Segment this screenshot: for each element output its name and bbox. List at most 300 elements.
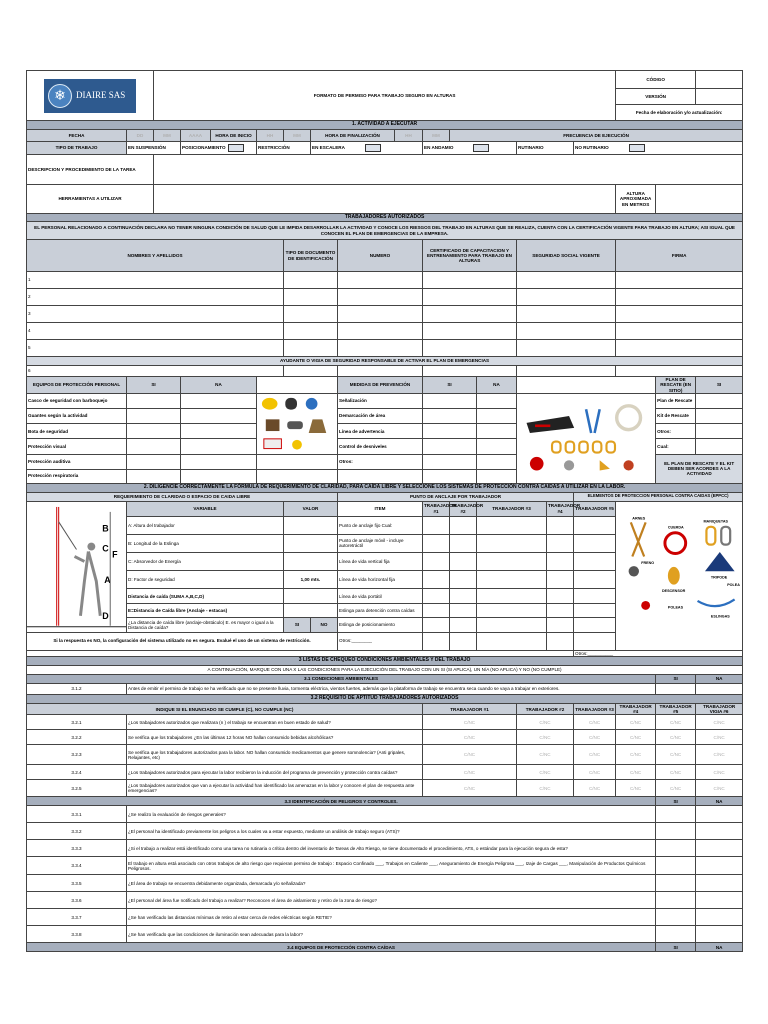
worker-num[interactable] [338,323,423,340]
q-text: ¿Los trabajadores autorizados que van a ejecutar la actividad han identificado las amenazas en la labor y conocen el plan de respuesta ante emergencias? [127,780,423,797]
epp-na-cell[interactable] [181,454,257,469]
medidas-header: MEDIDAS DE PREVENCIÓN [338,377,423,394]
worker-doc[interactable] [284,272,338,289]
val-dist[interactable] [284,589,338,604]
col-trab-2: TRABAJADOR #2 [450,501,477,516]
worker-row-4[interactable] [27,323,284,340]
opt-escalera-label: EN ESCALERA [312,145,345,151]
anchor-t3[interactable] [477,618,547,632]
eppcc-label: MANIQUETAS [703,519,729,524]
cnc-cell[interactable]: C/NC [656,730,696,745]
worker-row-2[interactable] [27,289,284,306]
opt-rutinario-label: RUTINARIO [518,145,544,151]
medida-item: Línea de advertencia [338,424,423,439]
ppe-illustration [258,394,336,453]
anchor-t1[interactable] [423,632,450,650]
cnc-cell[interactable]: C/NC [423,730,517,745]
medida-na-cell[interactable] [477,454,517,469]
epp-na-header: NA [181,377,257,394]
permit-form [26,70,742,1024]
eppcc-label: CUERDA [668,525,684,530]
version-label: VERSIÓN [616,89,696,105]
anchor-t4[interactable] [547,534,574,552]
worker-cert[interactable] [423,340,517,357]
anchor-t4[interactable] [547,604,574,618]
val-c[interactable] [284,552,338,570]
anchor-t1[interactable] [423,604,450,618]
q-si[interactable] [656,683,696,694]
codigo-value[interactable] [696,71,743,89]
q-text: El trabajo en altura está asociado con otros trabajos de alto riesgo que requieran permiso de trabajo : Espacio Confinado ___, Trabajos en Caliente ___, Aseguramiento de Energía Peligrosa ___, Izaje de Cargas ___, Manipulación de Productos Químicos Peligrosos. [127,857,656,875]
worker-row-6[interactable] [27,366,284,377]
col-trab-3: TRABAJADOR #3 [477,501,547,516]
anchor-t3[interactable] [477,589,547,604]
anchor-t4[interactable] [547,618,574,632]
epp-si-header: SI [127,377,181,394]
worker-firma[interactable] [616,340,743,357]
worker-num[interactable] [338,289,423,306]
opt-no-rutinario[interactable] [574,142,743,155]
s32-col-t3: TRABAJADOR #3 [574,703,616,715]
q-na[interactable] [696,926,743,943]
anchor-t3[interactable] [477,604,547,618]
q-text: ¿El personal del área fue notificado del trabajo a realizar? Reconocen el área de aislamiento y retiro de la zona de riesgo? [127,892,656,909]
epp-images [257,393,338,454]
pulley-icon [530,457,544,471]
val-a[interactable] [284,516,338,534]
checkbox-escalera[interactable] [365,144,381,152]
medida-item: Control de desniveles [338,439,423,454]
altura-label: ALTURA APROXIMADA EN METROS [616,185,656,214]
worker-ss[interactable] [517,323,616,340]
epp-na-cell[interactable] [181,439,257,454]
anchor-t5[interactable] [574,516,616,534]
epp-si-cell[interactable] [127,439,181,454]
anchor-t2[interactable] [450,604,477,618]
vigia-firma[interactable] [616,366,743,377]
worker-row-1[interactable] [27,272,284,289]
q-text: ¿Los trabajadores autorizados para ejecutar la labor recibieron la inducción del programa de prevención y protección contra caídas? [127,765,423,780]
cnc-cell[interactable]: C/NC [656,765,696,780]
permit-table [26,70,743,952]
anchor-t4[interactable] [547,552,574,570]
q-si[interactable] [656,840,696,857]
epp-si-cell[interactable] [127,454,181,469]
q-na[interactable] [696,840,743,857]
company-logo [44,79,136,113]
descender-icon [668,567,680,585]
var-c: C: Absorvedor de Energía [127,552,284,570]
epp-na-cell[interactable] [181,424,257,439]
cnc-cell[interactable]: C/NC [517,745,574,765]
checkbox-no-rutinario[interactable] [629,144,645,152]
epp-item: Casco de seguridad con barboquejo [27,393,127,408]
q-na[interactable] [696,909,743,926]
plan-item: Cual: [656,439,696,454]
epp-si-cell[interactable] [127,409,181,424]
cnc-cell[interactable]: C/NC [517,780,574,797]
col-tipo-doc: TIPO DE DOCUMENTO DE IDENTIFICACIÓN [284,240,338,272]
sling-icon [586,410,600,434]
epp-header: EQUIPOS DE PROTECCIÓN PERSONAL [27,377,127,394]
cnc-cell[interactable]: C/NC [696,715,743,730]
answer-no[interactable]: NO [311,618,338,632]
vigia-ss[interactable] [517,366,616,377]
fecha-mm[interactable]: MM [154,130,181,142]
worker-number: 1 [28,277,31,283]
fall-protection-illustration [616,512,742,638]
medidas-na-header: NA [477,377,517,394]
s33-na: NA [696,797,743,806]
worker-number: 2 [28,294,31,300]
descender-icon [600,461,610,471]
fig-label-c: C [102,543,109,554]
worker-head-icon [87,542,95,550]
medida-na-cell[interactable] [477,409,517,424]
epp-na-cell[interactable] [181,409,257,424]
s32-col-t6: TRABAJADOR VIGIA #6 [696,703,743,715]
anchor-t5[interactable] [574,552,616,570]
epp-item: Protección auditiva [27,454,127,469]
q-number: 3.1.2 [27,683,127,694]
anchor-t4[interactable] [547,516,574,534]
anchor-t3[interactable] [477,534,547,552]
anchor-t2[interactable] [450,632,477,650]
worker-num[interactable] [338,272,423,289]
anchor-t2[interactable] [450,516,477,534]
opt-posicionamiento[interactable] [181,142,257,155]
anchor-t2[interactable] [450,571,477,589]
opt-no-rutinario-label: NO RUTINARIO [575,145,609,151]
pulley-icon [641,601,650,610]
cnc-cell[interactable]: C/NC [656,780,696,797]
col-trab-1: TRABAJADOR #1 [423,501,450,516]
hora-inicio-label: HORA DE INICIO [211,130,257,142]
lanyard-icon [698,599,735,606]
worker-doc[interactable] [284,289,338,306]
anchor-t2[interactable] [450,618,477,632]
medida-na-cell[interactable] [477,424,517,439]
descripcion-field[interactable] [154,155,743,185]
cnc-cell[interactable]: C/NC [574,745,616,765]
worker-ss[interactable] [517,340,616,357]
goggles-icon [287,421,303,429]
q-text: Se verifica que los trabajadores autorizados para la labor. NO hallan consumido medicamentos que genere somnolencia? (Anti gripales, Relajantes, etc) [127,745,423,765]
var-e: E=Distancia de Caída libre (Anclaje - estacas) [127,604,284,618]
snowflake-icon: ❄ [48,84,72,108]
cnc-cell[interactable]: C/NC [574,765,616,780]
worker-ss[interactable] [517,306,616,323]
anchor-item: Otros:________ [338,632,423,650]
sign-icon [292,440,302,450]
q-si[interactable] [656,823,696,840]
q-na[interactable] [696,892,743,909]
q-number: 3.3.8 [27,926,127,943]
plan-si-cell[interactable] [696,439,743,454]
anchor-t1[interactable] [423,516,450,534]
eppcc-label: TRIPODE [711,575,728,580]
carabiner-icon [721,527,730,545]
q-si[interactable] [656,892,696,909]
cnc-cell[interactable]: C/NC [696,745,743,765]
anchor-t3[interactable] [477,632,547,650]
epp-images-area [257,377,338,394]
epp-si-cell[interactable] [127,424,181,439]
cnc-cell[interactable]: C/NC [656,745,696,765]
anchor-item: Punto de anclaje fijo Cual: [338,516,423,534]
herramientas-field[interactable] [154,185,616,214]
opt-rutinario[interactable] [517,142,574,155]
cnc-cell[interactable]: C/NC [616,715,656,730]
vigia-cert[interactable] [423,366,517,377]
q-number: 3.2.5 [27,780,127,797]
cnc-cell[interactable]: C/NC [574,730,616,745]
hora-inicio-hh[interactable]: HH [257,130,284,142]
cnc-cell[interactable]: C/NC [423,765,517,780]
medida-blank [423,469,477,483]
anchor-t2[interactable] [450,552,477,570]
q-na[interactable] [696,806,743,823]
col-trab-5: TRABAJADOR #5 [574,501,616,516]
medida-item: Demarcación de área [338,409,423,424]
q-text: ¿Se realizo la evaluación de riesgos generales? [127,806,656,823]
hora-inicio-mm[interactable]: MM [284,130,311,142]
epp-si-cell[interactable] [127,469,181,483]
col-item: ITEM [338,501,423,516]
worker-cert[interactable] [423,272,517,289]
anchor-t3[interactable] [477,552,547,570]
indique-header: INDIQUE SI EL ENUNCIADO SE CUMPLE (C), NO CUMPLE (NC) [27,703,423,715]
eppcc-otros[interactable]: Otros:__________ [574,650,743,656]
col-variable: VARIABLE [127,501,284,516]
anchor-t2[interactable] [450,534,477,552]
epp-item: Bota de seguridad [27,424,127,439]
anchor-t5[interactable] [574,618,616,632]
harness-icon [631,522,646,556]
cnc-cell[interactable]: C/NC [423,780,517,797]
anchor-t5[interactable] [574,604,616,618]
q-na[interactable] [696,823,743,840]
altura-field[interactable] [656,185,743,214]
epp-images-blank [257,454,338,469]
s34-na: NA [696,943,743,952]
vigia-doc[interactable] [284,366,338,377]
epp-na-cell[interactable] [181,393,257,408]
opt-suspension-label: EN SUSPENSIÓN [128,145,166,151]
var-d: D: Factor de seguridad [127,571,284,589]
worker-cert[interactable] [423,306,517,323]
tripod-icon [705,552,735,571]
checkbox-andamio[interactable] [473,144,489,152]
plan-header: PLAN DE RESCATE (EN SITIO) [656,377,696,394]
q-na[interactable] [696,857,743,875]
section-2-title: 2. DILIGENCIE CORRECTAMENTE LA FÓRMULA DE REQUERIMIENTO DE CLARIDAD, PARA CAÍDA LIBRE Y SELECCIONE LOS SISTEMAS DE PROTECCIÓN CONTRA CAIDAS A UTILIZAR EN LA LABOR. [27,483,743,492]
rope-icon [617,406,641,430]
anchor-t5[interactable] [574,534,616,552]
worker-ss[interactable] [517,272,616,289]
var-a: A: Altura del trabajador [127,516,284,534]
val-e[interactable] [284,604,338,618]
anchor-t2[interactable] [450,589,477,604]
anchor-t4[interactable] [547,632,574,650]
cnc-cell[interactable]: C/NC [616,730,656,745]
eppcc-label: DESCENSOR [662,589,686,594]
worker-doc[interactable] [284,306,338,323]
form-title: FORMATO DE PERMISO PARA TRABAJO SEGURO EN ALTURAS [154,71,616,121]
col-numero: NUMERO [338,240,423,272]
vigia-num[interactable] [338,366,423,377]
worker-row-3[interactable] [27,306,284,323]
anchor-t1[interactable] [423,571,450,589]
company-name: DIAIRE SAS [76,90,126,101]
cnc-cell[interactable]: C/NC [423,745,517,765]
section-31-title: 3.1 CONDICIONES AMBIENTALES [27,674,656,683]
worker-cert[interactable] [423,289,517,306]
q-si[interactable] [656,806,696,823]
epp-item: Guantes según la actividad [27,409,127,424]
eppcc-label: POLEA [727,583,741,588]
cnc-cell[interactable]: C/NC [574,780,616,797]
anchor-t5[interactable] [574,589,616,604]
medida-si-cell[interactable] [423,424,477,439]
brake-icon [629,566,639,576]
plan-si-cell[interactable] [696,393,743,408]
descripcion-label: DESCRIPCION Y PROCEDIMIENTO DE LA TAREA [27,155,154,185]
q-number: 3.3.3 [27,840,127,857]
var-b: B: Longitud de la Eslinga [127,534,284,552]
anchor-t4[interactable] [547,589,574,604]
req-claridad-title: REQUERIMIENTO DE CLARIDAD O ESPACIO DE CAIDA LIBRE [27,492,338,501]
worker-firma[interactable] [616,306,743,323]
fecha-elab-label: Fecha de elaboración y/o actualización: [616,105,743,121]
cnc-cell[interactable]: C/NC [616,745,656,765]
medida-na-cell[interactable] [477,393,517,408]
s31-na: NA [696,674,743,683]
q-si[interactable] [656,857,696,875]
worker-ss[interactable] [517,289,616,306]
cnc-cell[interactable]: C/NC [517,765,574,780]
medidas-images-area [517,377,656,394]
val-b[interactable] [284,534,338,552]
checkbox-posicionamiento[interactable] [228,144,244,152]
respirator-icon [264,439,282,449]
worker-num[interactable] [338,340,423,357]
anchor-t5[interactable] [574,632,616,650]
opt-restriccion-label: RESTRICCIÓN [258,145,290,151]
medida-na-cell[interactable] [477,439,517,454]
fall-figure [27,501,127,632]
q-si[interactable] [656,875,696,892]
plan-si-cell[interactable] [696,424,743,439]
worker-doc[interactable] [284,323,338,340]
anchor-t1[interactable] [423,552,450,570]
q-na[interactable] [696,683,743,694]
cnc-cell[interactable]: C/NC [423,715,517,730]
cnc-cell[interactable]: C/NC [574,715,616,730]
tipo-trabajo-label: TIPO DE TRABAJO [27,142,127,155]
cnc-cell[interactable]: C/NC [517,730,574,745]
anchor-t1[interactable] [423,534,450,552]
opt-restriccion[interactable] [257,142,311,155]
opt-escalera[interactable] [311,142,423,155]
cnc-cell[interactable]: C/NC [696,730,743,745]
fig-label-a: A [104,574,111,585]
anchor-item: Línea de vida portátil [338,589,423,604]
worker-firma[interactable] [616,289,743,306]
q-number: 3.2.4 [27,765,127,780]
fecha-aaaa[interactable]: AAAA [181,130,211,142]
worker-row-5[interactable] [27,340,284,357]
cnc-cell[interactable]: C/NC [616,780,656,797]
worker-number: 6 [28,368,31,374]
anchor-t1[interactable] [423,618,450,632]
answer-si[interactable]: SI [284,618,311,632]
medida-si-cell[interactable] [423,454,477,469]
medida-si-cell[interactable] [423,439,477,454]
cnc-cell[interactable]: C/NC [696,780,743,797]
fall-clearance-diagram [27,502,126,631]
helmet-icon [262,398,278,410]
epp-si-cell[interactable] [127,393,181,408]
hora-fin-mm[interactable]: MM [423,130,450,142]
q-si[interactable] [656,909,696,926]
section-3-title: 3 LISTAS DE CHEQUEO CONDICIONES AMBIENTALES Y DEL TRABAJO [27,656,743,665]
eppcc-label: ARNES [632,516,646,521]
medida-si-cell[interactable] [423,409,477,424]
eppcc-label: POLEAS [668,605,684,610]
anchor-t3[interactable] [477,516,547,534]
worker-doc[interactable] [284,340,338,357]
q-na[interactable] [696,875,743,892]
q-text: ¿Los trabajadores autorizados que realizara (n ) el trabajo se encuentran en buen estado de salud? [127,715,423,730]
anchor-t1[interactable] [423,589,450,604]
fecha-dd[interactable]: DD [127,130,154,142]
col-seguridad: SEGURIDAD SOCIAL VIGENTE [517,240,616,272]
cnc-cell[interactable]: C/NC [517,715,574,730]
herramientas-label: HERRAMIENTAS A UTILIZAR [27,185,154,214]
worker-cert[interactable] [423,323,517,340]
anchor-t3[interactable] [477,571,547,589]
frecuencia-label: FRECUENCIA DE EJECUCIÓN [450,130,743,142]
cnc-cell[interactable]: C/NC [616,765,656,780]
q-si[interactable] [656,926,696,943]
anchor-t4[interactable] [547,571,574,589]
plan-si-cell[interactable] [696,409,743,424]
hora-fin-hh[interactable]: HH [395,130,423,142]
epp-na-cell[interactable] [181,469,257,483]
medida-si-cell[interactable] [423,393,477,408]
cnc-cell[interactable]: C/NC [656,715,696,730]
section-33-title: 3.3 IDENTIFICACIÓN DE PELIGROS Y CONTROLES. [27,797,656,806]
anchor-t5[interactable] [574,571,616,589]
s32-col-t2: TRABAJADOR #2 [517,703,574,715]
pulley-icon [564,461,574,471]
opt-posicionamiento-label: POSICIONAMIENTO [182,145,226,151]
worker-firma[interactable] [616,272,743,289]
opt-andamio[interactable] [423,142,517,155]
declaracion-text: EL PERSONAL RELACIONADO A CONTINUACIÓN DECLARA NO TENER NINGUNA CONDICIÓN DE SALUD QUE LE IMPIDA DESARROLLAR LA ACTIVIDAD Y CONOCE LOS RIESGOS DEL TRABAJO EN ALTURAS QUE SE REALIZA, CUENTA CON LA CERTIFICACIÓN VIGENTE PARA TRABAJO EN ALTURA; ASI IGUAL QUE CONOCEN EL PLAN DE EMERGENCIAS DE LA EMPRESA. [27,222,743,240]
s33-si: SI [656,797,696,806]
col-trab-4: TRABAJADOR #4 [547,501,574,516]
val-d[interactable]: 1,00 mts. [284,571,338,589]
worker-num[interactable] [338,306,423,323]
fig-label-b: B [102,523,109,534]
version-value[interactable] [696,89,743,105]
worker-firma[interactable] [616,323,743,340]
section-34-title: 3.4 EQUIPOS DE PROTECCIÓN CONTRA CAÍDAS [27,943,656,952]
cnc-cell[interactable]: C/NC [696,765,743,780]
opt-suspension[interactable] [127,142,181,155]
